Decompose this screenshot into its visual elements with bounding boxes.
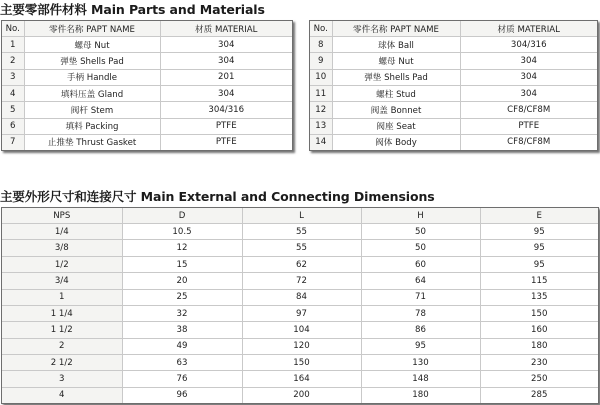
part-material: 201 — [160, 69, 292, 85]
part-name: 螺柱 Stud — [332, 85, 460, 101]
table-row — [2, 134, 292, 150]
part-no: 8 — [310, 37, 332, 53]
d-cell: 76 — [122, 371, 242, 387]
part-name: 螺母 Nut — [24, 37, 160, 53]
parts-table-left — [1, 20, 293, 151]
nps-cell: 1/2 — [2, 256, 122, 272]
h-cell: 180 — [361, 387, 480, 403]
part-material: 304 — [460, 69, 597, 85]
nps-cell: 3/4 — [2, 273, 122, 289]
part-material: 304 — [160, 85, 292, 101]
part-no: 10 — [310, 69, 332, 85]
d-cell: 15 — [122, 256, 242, 272]
e-cell: 115 — [480, 273, 598, 289]
header-part-name: 零件名称 PAPT NAME — [332, 21, 460, 37]
e-cell: 250 — [480, 371, 598, 387]
d-cell: 12 — [122, 240, 242, 256]
part-name: 阀杆 Stem — [24, 102, 160, 118]
part-no: 6 — [2, 118, 24, 134]
header-l: L — [242, 208, 361, 224]
h-cell: 50 — [361, 224, 480, 240]
l-cell: 97 — [242, 305, 361, 321]
part-no: 2 — [2, 53, 24, 69]
nps-cell: 4 — [2, 387, 122, 403]
table-row — [2, 85, 292, 101]
d-cell: 63 — [122, 355, 242, 371]
part-name: 螺母 Nut — [332, 53, 460, 69]
header-no: No. — [310, 21, 332, 37]
parts-header-row — [2, 21, 292, 37]
h-cell: 86 — [361, 322, 480, 338]
e-cell: 95 — [480, 256, 598, 272]
part-material: PTFE — [460, 118, 597, 134]
l-cell: 55 — [242, 240, 361, 256]
h-cell: 78 — [361, 305, 480, 321]
nps-cell: 2 — [2, 338, 122, 354]
nps-cell: 1 — [2, 289, 122, 305]
table-row — [2, 289, 598, 305]
nps-cell: 1 1/2 — [2, 322, 122, 338]
part-name: 填料 Packing — [24, 118, 160, 134]
dims-header-row — [2, 208, 598, 224]
l-cell: 104 — [242, 322, 361, 338]
table-row — [2, 387, 598, 403]
table-row — [2, 273, 598, 289]
part-name: 阀盖 Bonnet — [332, 102, 460, 118]
e-cell: 285 — [531, 390, 548, 401]
d-cell: 25 — [122, 289, 242, 305]
h-cell: 148 — [361, 371, 480, 387]
header-h: H — [361, 208, 480, 224]
part-material: 304/316 — [460, 37, 597, 53]
part-name: 阀座 Seat — [332, 118, 460, 134]
parts-header-row — [310, 21, 597, 37]
part-name: 弹垫 Shells Pad — [332, 69, 460, 85]
l-cell: 55 — [242, 224, 361, 240]
table-row — [310, 37, 597, 53]
h-cell: 71 — [361, 289, 480, 305]
part-material: PTFE — [215, 137, 237, 148]
e-cell: 95 — [480, 240, 598, 256]
part-no: 5 — [2, 102, 24, 118]
h-cell: 130 — [361, 355, 480, 371]
l-cell: 84 — [242, 289, 361, 305]
header-e: E — [480, 208, 598, 224]
part-material: 304 — [160, 37, 292, 53]
nps-cell: 3/8 — [2, 240, 122, 256]
e-cell: 135 — [480, 289, 598, 305]
table-row — [2, 256, 598, 272]
part-name: 阀体 Body — [332, 134, 460, 150]
e-cell: 230 — [480, 355, 598, 371]
parts-table-right — [309, 20, 598, 151]
parts-section-title: 主要零部件材料 Main Parts and Materials — [0, 2, 265, 17]
part-name: 手柄 Handle — [24, 69, 160, 85]
table-row — [2, 224, 598, 240]
part-material: CF8/CF8M — [507, 137, 551, 148]
table-row — [2, 322, 598, 338]
part-no: 12 — [310, 102, 332, 118]
part-material: CF8/CF8M — [460, 102, 597, 118]
table-row — [310, 85, 597, 101]
d-cell: 20 — [122, 273, 242, 289]
part-material: 304 — [460, 53, 597, 69]
part-no: 7 — [2, 134, 24, 150]
table-row — [2, 53, 292, 69]
e-cell: 160 — [480, 322, 598, 338]
l-cell: 62 — [242, 256, 361, 272]
part-no: 4 — [2, 85, 24, 101]
header-material: 材质 MATERIAL — [160, 21, 292, 37]
table-row — [310, 69, 597, 85]
header-part-name: 零件名称 PAPT NAME — [24, 21, 160, 37]
part-material: 304 — [160, 53, 292, 69]
table-row — [2, 118, 292, 134]
l-cell: 72 — [242, 273, 361, 289]
part-material: 304/316 — [160, 102, 292, 118]
table-row — [2, 240, 598, 256]
part-no: 11 — [310, 85, 332, 101]
d-cell: 10.5 — [122, 224, 242, 240]
nps-cell: 1 1/4 — [2, 305, 122, 321]
nps-cell: 2 1/2 — [2, 355, 122, 371]
h-cell: 50 — [361, 240, 480, 256]
header-nps: NPS — [2, 208, 122, 224]
table-row — [2, 371, 598, 387]
header-no: No. — [2, 21, 24, 37]
table-row — [2, 305, 598, 321]
dimensions-section-title: 主要外形尺寸和连接尺寸 Main External and Connecting Dimensions — [0, 189, 435, 204]
part-no: 9 — [310, 53, 332, 69]
d-cell: 38 — [122, 322, 242, 338]
d-cell: 49 — [122, 338, 242, 354]
table-row — [310, 102, 597, 118]
part-name: 止推垫 Thrust Gasket — [24, 134, 160, 150]
part-no: 1 — [2, 37, 24, 53]
part-name: 弹垫 Shells Pad — [24, 53, 160, 69]
part-material: 304 — [460, 85, 597, 101]
table-row — [310, 53, 597, 69]
d-cell: 96 — [122, 387, 242, 403]
part-material: PTFE — [160, 118, 292, 134]
table-row — [2, 355, 598, 371]
part-no: 13 — [310, 118, 332, 134]
part-name: 球体 Ball — [332, 37, 460, 53]
e-cell: 180 — [480, 338, 598, 354]
header-d: D — [122, 208, 242, 224]
dimensions-table — [1, 207, 599, 404]
header-material: 材质 MATERIAL — [460, 21, 597, 37]
l-cell: 164 — [242, 371, 361, 387]
l-cell: 150 — [242, 355, 361, 371]
nps-cell: 3 — [2, 371, 122, 387]
part-name: 填料压盖 Gland — [24, 85, 160, 101]
nps-cell: 1/4 — [2, 224, 122, 240]
e-cell: 150 — [480, 305, 598, 321]
table-row — [310, 118, 597, 134]
table-row — [310, 134, 597, 150]
table-row — [2, 338, 598, 354]
l-cell: 120 — [242, 338, 361, 354]
e-cell: 95 — [480, 224, 598, 240]
h-cell: 95 — [361, 338, 480, 354]
h-cell: 64 — [361, 273, 480, 289]
table-row — [2, 69, 292, 85]
part-no: 14 — [310, 134, 332, 150]
part-no: 3 — [2, 69, 24, 85]
table-row — [2, 102, 292, 118]
d-cell: 32 — [122, 305, 242, 321]
l-cell: 200 — [242, 387, 361, 403]
table-row — [2, 37, 292, 53]
h-cell: 60 — [361, 256, 480, 272]
